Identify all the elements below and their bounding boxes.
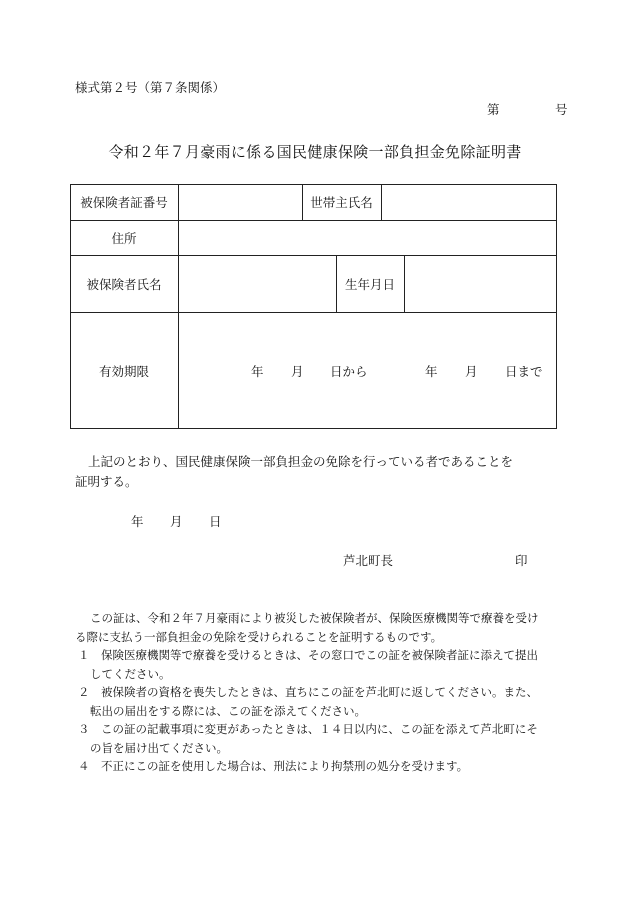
- certification-line-1: 上記のとおり、国民健康保険一部負担金の免除を行っている者であることを: [88, 454, 514, 469]
- to-month: 月: [465, 364, 478, 379]
- certification-line-2: 証明する。: [75, 474, 138, 489]
- to-year: 年: [425, 364, 438, 379]
- date-day: 日: [209, 514, 222, 529]
- address-field[interactable]: [179, 221, 556, 255]
- from-month: 月: [291, 364, 304, 379]
- householder-field[interactable]: [382, 185, 556, 220]
- note-item-2-cont: 転出の届出をする際には、この証を添えてください。: [90, 703, 366, 718]
- notes-intro-2: る際に支払う一部負担金の免除を受けられることを証明するものです。: [75, 629, 443, 644]
- insured-number-field[interactable]: [179, 185, 302, 220]
- to-day: 日まで: [505, 364, 543, 379]
- note-item-3: ３ この証の記載事項に変更があったときは、１４日以内に、この証を添えて芦北町にそ: [78, 722, 538, 736]
- note-item-4: ４ 不正にこの証を使用した場合は、刑法により拘禁刑の処分を受けます。: [78, 759, 469, 773]
- note-item-3-cont: の旨を届け出てください。: [90, 740, 228, 755]
- note-item-2: ２ 被保険者の資格を喪失したときは、直ちにこの証を芦北町に返してください。また、: [78, 685, 538, 699]
- seal-mark: 印: [515, 553, 528, 568]
- note-item-1: １ 保険医療機関等で療養を受けるときは、その窓口でこの証を被保険者証に添えて提出: [78, 648, 538, 662]
- birthdate-field[interactable]: [405, 256, 556, 312]
- address-label: 住所: [111, 230, 137, 246]
- householder-label: 世帯主氏名: [310, 195, 373, 210]
- birthdate-label: 生年月日: [344, 276, 395, 292]
- doc-number-prefix: 第: [487, 102, 500, 117]
- issuer-title: 芦北町長: [343, 553, 394, 568]
- from-year: 年: [251, 364, 264, 379]
- certification-text: [75, 452, 513, 492]
- notes-section: [75, 609, 578, 776]
- date-month: 月: [170, 514, 183, 529]
- doc-number-suffix: 号: [555, 102, 568, 117]
- document-title: 令和２年７月豪雨に係る国民健康保険一部負担金免除証明書: [108, 143, 522, 161]
- insured-number-label: 被保険者証番号: [80, 195, 168, 210]
- insured-name-label: 被保険者氏名: [86, 276, 162, 292]
- from-day: 日から: [330, 364, 368, 379]
- note-item-1-cont: してください。: [90, 666, 171, 681]
- notes-intro-1: この証は、令和２年７月豪雨により被災した被保険者が、保険医療機関等で療養を受け: [90, 611, 539, 625]
- form-id: 様式第２号（第７条関係）: [75, 80, 226, 95]
- date-year: 年: [131, 514, 144, 529]
- validity-label: 有効期限: [98, 363, 149, 379]
- insured-name-field[interactable]: [179, 256, 336, 312]
